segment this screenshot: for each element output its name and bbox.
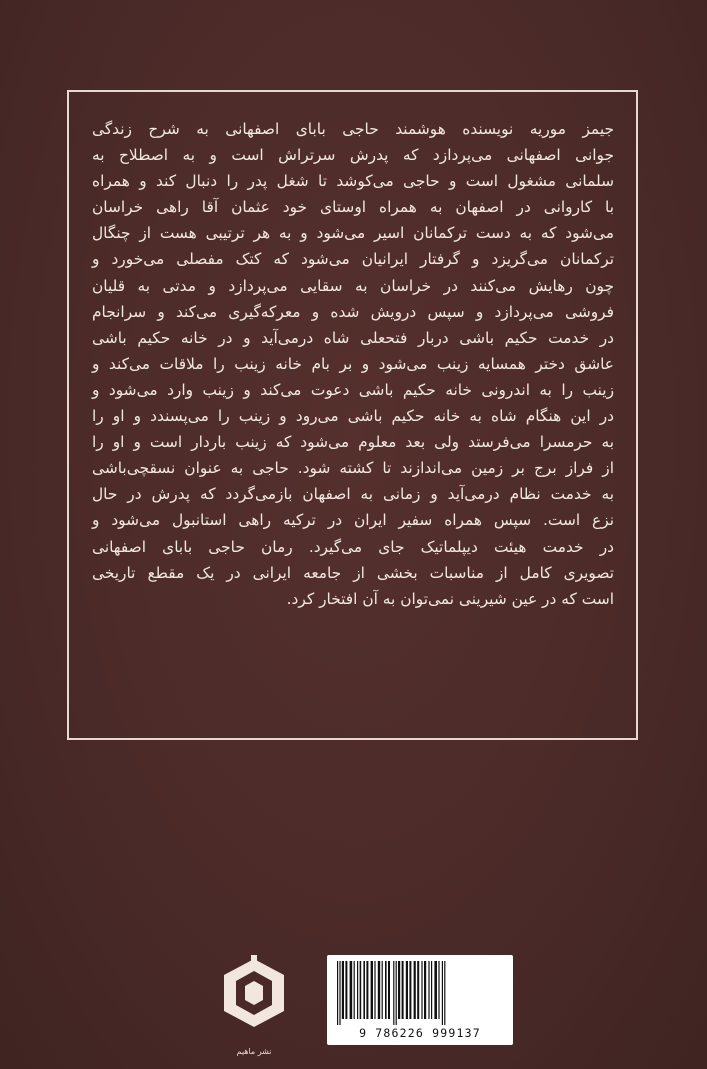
blurb-line: است که در عین شیرینی نمی‌توان به آن افتخار کرد.	[286, 589, 614, 608]
barcode	[327, 955, 513, 1045]
barcode-bar	[366, 961, 368, 1019]
blurb-line: در این هنگام شاه به خانه حکیم باشی می‌رود و زینب را می‌پسندد و او را	[92, 407, 614, 426]
barcode-bar	[424, 961, 426, 1019]
blurb-line: جیمز موریه نویسنده هوشمند حاجی بابای اصفهانی به شرح زندگی	[92, 120, 614, 138]
barcode-bar	[438, 961, 439, 1019]
blurb-line: به خدمت نظام درمی‌آید و زمانی به اصفهان بازمی‌گردد که پدرش در حال	[92, 485, 614, 504]
blurb-line: در خدمت حکیم باشی دربار فتحعلی شاه درمی‌آید و در خانه حکیم باشی	[92, 328, 614, 347]
barcode-bar	[363, 961, 365, 1019]
blurb-line: با کاروانی در اصفهان به همراه اوستای خود عثمان آقا راهی خراسان	[92, 198, 614, 217]
barcode-bar	[444, 961, 445, 1025]
barcode-bars	[335, 961, 505, 1025]
blurb-line: فروشی می‌پردازد و سپس درویش شده و معرکه‌گیری می‌کند و سرانجام	[92, 302, 614, 321]
barcode-bar	[393, 961, 394, 1025]
barcode-bar	[350, 961, 353, 1019]
barcode-bar	[417, 961, 419, 1019]
barcode-bar	[428, 961, 429, 1019]
blurb-line: جوانی اصفهانی می‌پردازد که پدرش سرتراش است و به اصطلاح به	[92, 146, 614, 165]
barcode-bar	[339, 961, 340, 1025]
blurb-line: چون رهایش می‌کنند در خراسان به سقایی می‌پردازد و مدتی به قلیان	[92, 276, 614, 295]
barcode-bar	[378, 961, 380, 1019]
blurb-line: نزع است. سپس همراه سفیر ایران در ترکیه راهی استانبول می‌شود و	[92, 511, 614, 530]
blurb-line: عاشق دختر همسایه زینب می‌شود و بر بام خانه زینب را ملاقات می‌کند و	[92, 354, 614, 373]
book-blurb	[92, 116, 614, 612]
barcode-bar	[409, 961, 411, 1019]
barcode-bar	[360, 961, 362, 1019]
barcode-bar	[396, 961, 397, 1025]
blurb-line: در خدمت هیئت دیپلماتیک جای می‌گیرد. رمان حاجی بابای اصفهانی	[92, 537, 614, 556]
barcode-bar	[434, 961, 437, 1019]
barcode-bar	[382, 961, 383, 1019]
barcode-bar	[442, 961, 443, 1025]
barcode-bar	[414, 961, 416, 1019]
blurb-line: از فراز برج بر زمین می‌اندازند تا کشته شود. حاجی به عنوان نسقچی‌باشی	[92, 459, 614, 478]
publisher-logo-icon	[218, 955, 290, 1045]
barcode-bar	[385, 961, 387, 1019]
barcode-bar	[398, 961, 400, 1019]
barcode-bar	[406, 961, 408, 1019]
blurb-line: به حرمسرا می‌فرستد ولی بعد معلوم می‌شود که زینب باردار است و او را	[92, 433, 614, 452]
barcode-bar	[374, 961, 375, 1019]
barcode-bar	[388, 961, 390, 1019]
blurb-line: می‌شود که به دست ترکمانان اسیر می‌شود و به هر ترتیبی هست از چنگال	[92, 224, 614, 243]
barcode-bar	[342, 961, 344, 1019]
blurb-line: ترکمانان می‌گریزد و گرفتار ایرانیان می‌شود که کتک مفصلی می‌خورد و	[92, 250, 614, 269]
barcode-bar	[345, 961, 347, 1019]
barcode-bar	[421, 961, 422, 1019]
barcode-bar	[354, 961, 355, 1019]
barcode-bar	[431, 961, 432, 1019]
barcode-bar	[337, 961, 338, 1025]
barcode-digits: 9 786226 999137	[359, 1026, 481, 1040]
blurb-line: زینب را به اندرونی خانه حکیم باشی دعوت می‌کند و زینب وارد می‌شود و	[92, 380, 614, 399]
barcode-bar	[371, 961, 373, 1019]
barcode-bar	[402, 961, 404, 1019]
blurb-line: تصویری کامل از مناسبات بخشی از جامعه ایرانی در یک مقطع تاریخی	[92, 563, 614, 582]
barcode-bar	[357, 961, 358, 1019]
blurb-line: سلمانی مشغول است و حاجی می‌کوشد تا شغل پدر را دنبال کند و همراه	[92, 172, 614, 191]
publisher-name: نشر ماهیم	[236, 1047, 272, 1056]
